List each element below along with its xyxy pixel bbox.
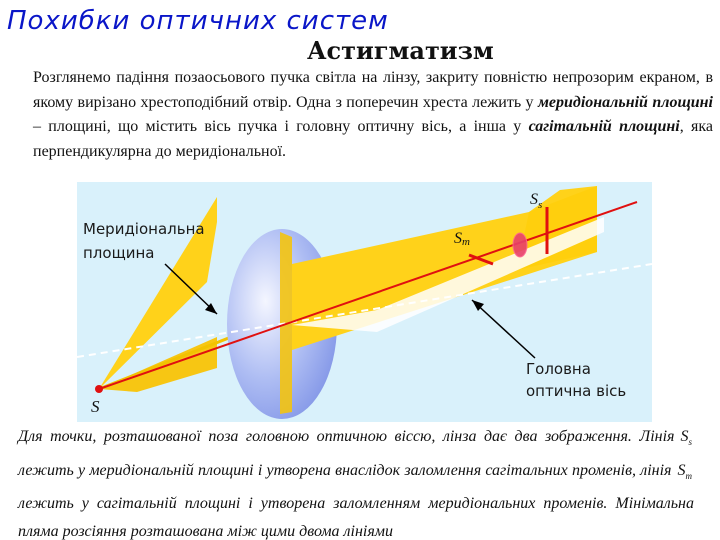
ss-label-sub: s (538, 199, 543, 211)
meridional-plane-label-1: Меридіональна (83, 220, 205, 238)
caption-sm-sub: m (685, 470, 692, 481)
intro-text-3: , яка перпендикулярна до меридіональної. (33, 118, 713, 160)
caption-text-1: Для точки, розташованої поза головною оптичною віссю, лінза дає два зображення. Лінія (18, 428, 675, 445)
axis-label-1: Головна (526, 360, 591, 378)
term-meridional: меридіональній площині (537, 93, 714, 111)
term-sagittal: сагітальній площині (528, 118, 680, 135)
source-label: S (91, 397, 100, 416)
sm-label-main: S (454, 230, 462, 247)
caption-ss-sub: s (688, 437, 692, 448)
caption-paragraph (18, 423, 694, 540)
caption-ss-main: S (680, 428, 689, 445)
source-point (95, 385, 103, 393)
intro-paragraph (33, 66, 713, 164)
astigmatism-diagram (77, 182, 652, 422)
caption-text-2: лежить у меридіональній площині і утворена внаслідок заломлення сагітальних променів, лінія (18, 461, 672, 479)
diagram-canvas (77, 182, 652, 422)
caption-sm-main: S (677, 461, 686, 479)
slide-title: Астигматизм (307, 36, 494, 65)
caption-text-3: лежить у сагітальній площині і утворена заломленням меридіональних променів. Мінімальна пляма розсіяння розташована між цими двома лініями (18, 495, 694, 540)
ss-label-main: S (530, 191, 538, 208)
intro-text-2: – площині, що містить вісь пучка і головну оптичну вісь, а інша у (33, 118, 529, 135)
least-confusion-spot (513, 233, 527, 257)
caption-sm-symbol (678, 462, 693, 479)
axis-arrow (472, 300, 535, 358)
header-title: Похибки оптичних систем (7, 6, 389, 36)
caption-ss-symbol (680, 428, 692, 448)
meridional-plane-label-2: площина (83, 244, 155, 262)
intro-text-1: Розглянемо падіння позаосьового пучка світла на лінзу, закриту повністю непрозорим екраном, в якому вирізано хрестоподібний отвір. Одна з поперечин хреста лежить у (33, 69, 713, 111)
axis-label-2: оптична вісь (526, 382, 627, 400)
sm-label-sub: m (462, 236, 470, 248)
